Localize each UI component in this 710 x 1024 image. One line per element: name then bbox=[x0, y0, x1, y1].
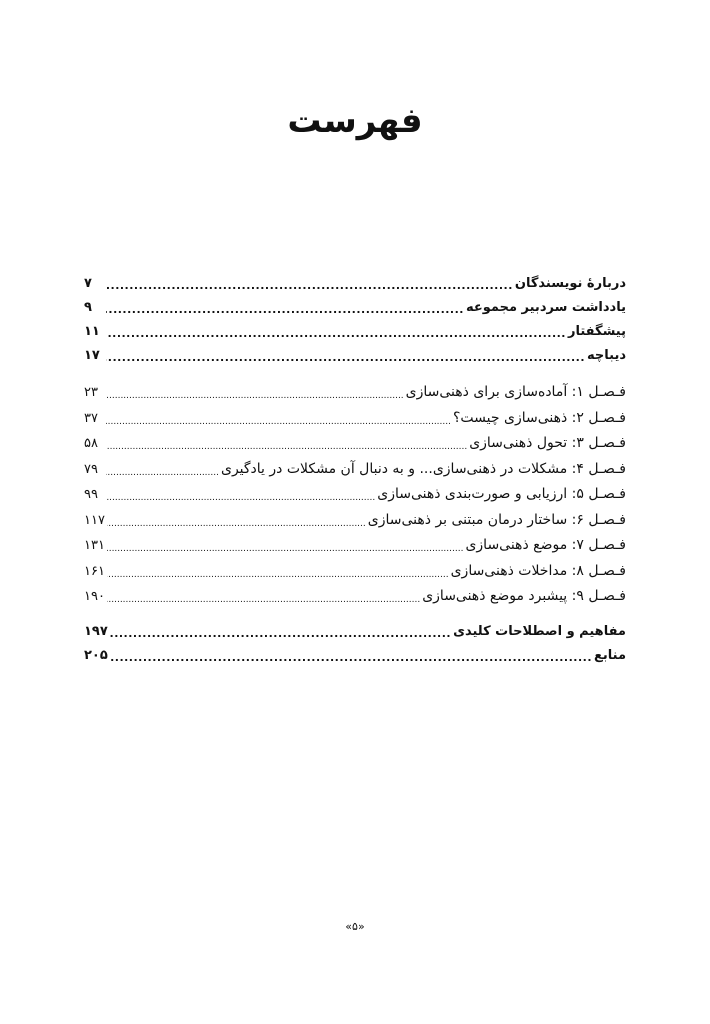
dot-leader bbox=[106, 463, 219, 477]
toc-entry-title: فـصـل ۴: مشکلات در ذهنی‌سازی... و به دنبال آن مشکلات در یادگیری bbox=[220, 460, 626, 477]
toc-entry-page: ۵۸ bbox=[84, 436, 98, 451]
dot-leader bbox=[106, 386, 404, 400]
toc-entry-title: فـصـل ۵: ارزیابی و صورت‌بندی ذهنی‌سازی bbox=[377, 486, 626, 502]
dot-leader bbox=[106, 412, 451, 426]
toc-entry-page: ۱۱۷ bbox=[84, 512, 105, 528]
toc-entry-preface[interactable] bbox=[84, 348, 626, 372]
dot-leader bbox=[107, 590, 420, 604]
toc-entry-title: فـصـل ۹: پیشبرد موضع ذهنی‌سازی bbox=[422, 588, 626, 604]
toc-entry-page: ۱۷ bbox=[84, 348, 100, 363]
toc-entry-page: ۷ bbox=[84, 276, 92, 291]
toc-entry-page: ۱۹۷ bbox=[84, 623, 108, 639]
toc-entry-title: یادداشت سردبیر مجموعه bbox=[465, 300, 626, 315]
toc-chapters bbox=[84, 384, 626, 614]
dot-leader bbox=[106, 278, 513, 291]
toc-entry-page: ۱۳۱ bbox=[84, 538, 105, 553]
toc-entry-title: دربارهٔ نویسندگان bbox=[514, 276, 626, 291]
toc-entry-chapter-9[interactable] bbox=[84, 588, 626, 614]
dot-leader bbox=[106, 488, 375, 502]
toc-entry-page: ۱۱ bbox=[84, 324, 100, 339]
toc-entry-page: ۲۰۵ bbox=[84, 647, 108, 663]
toc-entry-page: ۷۹ bbox=[84, 461, 98, 477]
toc-entry-chapter-8[interactable] bbox=[84, 563, 626, 589]
toc-back-matter bbox=[84, 624, 626, 672]
toc-entry-page: ۹۹ bbox=[84, 487, 98, 502]
dot-leader bbox=[107, 514, 366, 528]
dot-leader bbox=[106, 302, 464, 315]
toc-entry-title: فـصـل ۱: آماده‌سازی برای ذهنی‌سازی bbox=[405, 384, 626, 400]
toc-entry-page: ۱۶۱ bbox=[84, 563, 105, 579]
dot-leader bbox=[107, 565, 449, 579]
toc-entry-references[interactable] bbox=[84, 648, 626, 672]
toc-entry-chapter-3[interactable] bbox=[84, 435, 626, 461]
dot-leader bbox=[106, 437, 467, 451]
toc-entry-title: فـصـل ۲: ذهنی‌سازی چیست؟ bbox=[452, 409, 626, 426]
toc-entry-chapter-1[interactable] bbox=[84, 384, 626, 410]
page-number: «۵» bbox=[345, 920, 365, 933]
toc-entry-glossary[interactable] bbox=[84, 624, 626, 648]
toc-entry-page: ۱۹۰ bbox=[84, 589, 105, 604]
page-title: فهرست bbox=[287, 101, 423, 141]
toc-entry-chapter-4[interactable] bbox=[84, 461, 626, 487]
toc-entry-page: ۳۷ bbox=[84, 410, 98, 426]
toc-entry-title: منابع bbox=[594, 647, 626, 663]
table-of-contents bbox=[84, 276, 626, 672]
toc-entry-editor-note[interactable] bbox=[84, 300, 626, 324]
toc-entry-title: مفاهیم و اصطلاحات کلیدی bbox=[453, 623, 626, 639]
toc-entry-chapter-6[interactable] bbox=[84, 512, 626, 538]
toc-entry-page: ۲۳ bbox=[84, 385, 98, 400]
toc-front-matter bbox=[84, 276, 626, 372]
toc-entry-chapter-5[interactable] bbox=[84, 486, 626, 512]
dot-leader bbox=[106, 350, 585, 363]
toc-entry-title: فـصـل ۶: ساختار درمان مبتنی بر ذهنی‌سازی bbox=[367, 511, 626, 528]
toc-entry-foreword[interactable] bbox=[84, 324, 626, 348]
dot-leader bbox=[106, 326, 566, 339]
toc-entry-about-authors[interactable] bbox=[84, 276, 626, 300]
dot-leader bbox=[110, 626, 451, 639]
toc-entry-page: ۹ bbox=[84, 300, 92, 315]
toc-entry-title: فـصـل ۸: مداخلات ذهنی‌سازی bbox=[450, 562, 626, 579]
dot-leader bbox=[107, 539, 464, 553]
toc-entry-chapter-2[interactable] bbox=[84, 410, 626, 436]
toc-entry-title: پیشگفتار bbox=[567, 324, 626, 339]
dot-leader bbox=[110, 650, 592, 663]
toc-entry-chapter-7[interactable] bbox=[84, 537, 626, 563]
toc-entry-title: دیباچه bbox=[587, 348, 626, 363]
toc-entry-title: فـصـل ۷: موضع ذهنی‌سازی bbox=[465, 537, 626, 553]
toc-entry-title: فـصـل ۳: تحول ذهنی‌سازی bbox=[469, 435, 626, 451]
